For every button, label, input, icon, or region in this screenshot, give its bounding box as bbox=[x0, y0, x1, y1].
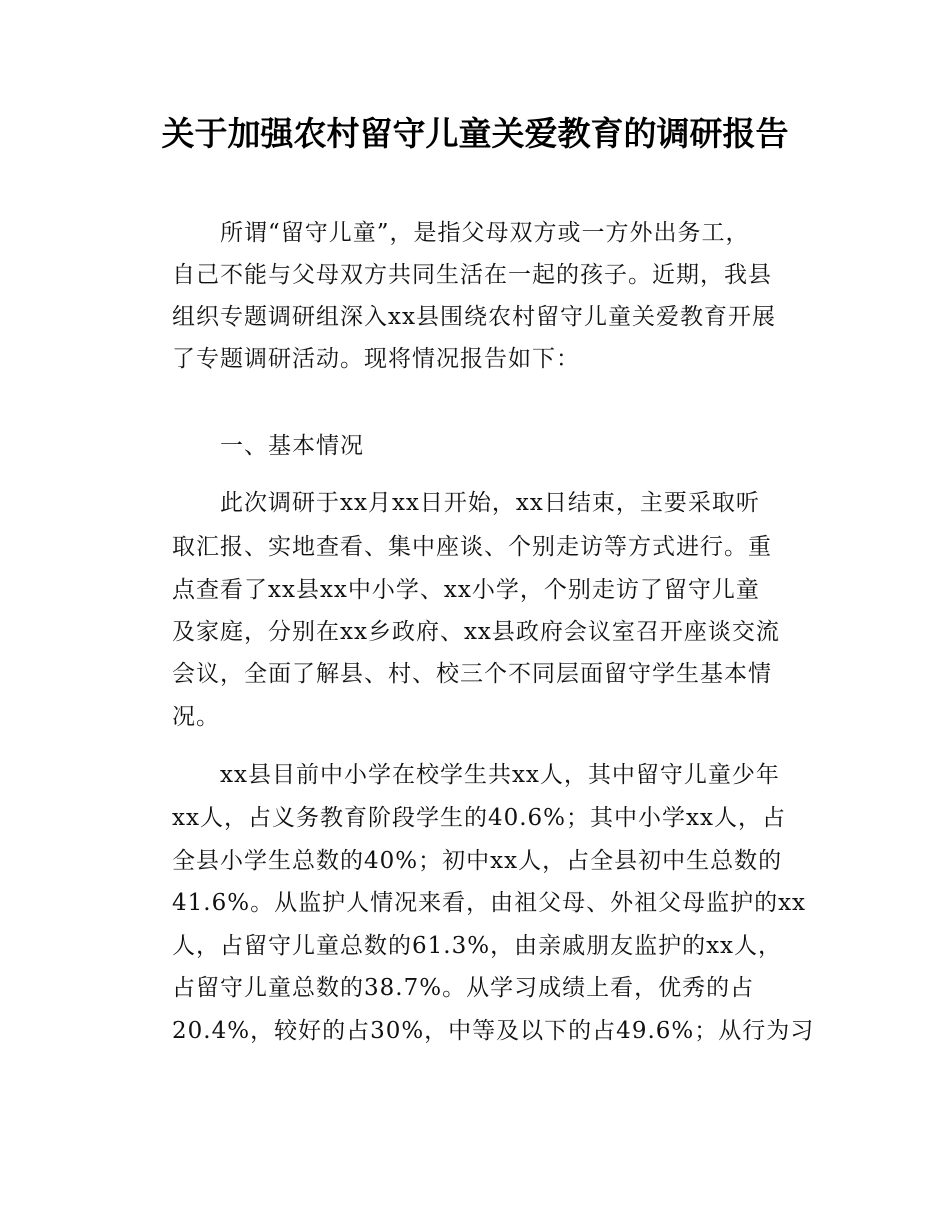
paragraph-line: 及家庭，分别在xx乡政府、xx县政府会议室召开座谈交流 bbox=[172, 619, 780, 645]
paragraph-line: 组织专题调研组深入xx县围绕农村留守儿童关爱教育开展 bbox=[172, 304, 776, 330]
paragraph-line: 点查看了xx县xx中小学、xx小学，个别走访了留守儿童 bbox=[172, 577, 760, 603]
paragraph-line: 占留守儿童总数的38.7%。从学习成绩上看，优秀的占 bbox=[172, 975, 755, 1001]
paragraph-line: 全县小学生总数的40%；初中xx人，占全县初中生总数的 bbox=[172, 848, 783, 874]
paragraph-line: 会议，全面了解县、村、校三个不同层面留守学生基本情 bbox=[172, 661, 772, 687]
paragraph-line: 取汇报、实地查看、集中座谈、个别走访等方式进行。重 bbox=[172, 534, 772, 560]
paragraph-line: 自己不能与父母双方共同生活在一起的孩子。近期，我县 bbox=[172, 262, 772, 288]
paragraph-line: 20.4%，较好的占30%，中等及以下的占49.6%；从行为习 bbox=[172, 1018, 815, 1044]
paragraph-line: 人，占留守儿童总数的61.3%，由亲戚朋友监护的xx人， bbox=[172, 933, 783, 959]
paragraph-line: 此次调研于xx月xx日开始，xx日结束，主要采取听 bbox=[220, 490, 760, 516]
paragraph-line: 41.6%。从监护人情况来看，由祖父母、外祖父母监护的xx bbox=[172, 890, 807, 916]
document-title: 关于加强农村留守儿童关爱教育的调研报告 bbox=[161, 114, 789, 153]
paragraph-line: 况。 bbox=[172, 704, 220, 730]
paragraph-line: 了专题调研活动。现将情况报告如下： bbox=[172, 346, 580, 372]
paragraph-line: xx县目前中小学在校学生共xx人，其中留守儿童少年 bbox=[220, 762, 780, 788]
paragraph-line: xx人，占义务教育阶段学生的40.6%；其中小学xx人，占 bbox=[172, 805, 786, 831]
paragraph-line: 所谓“留守儿童”，是指父母双方或一方外出务工， bbox=[220, 220, 750, 246]
section-heading: 一、基本情况 bbox=[220, 433, 364, 459]
